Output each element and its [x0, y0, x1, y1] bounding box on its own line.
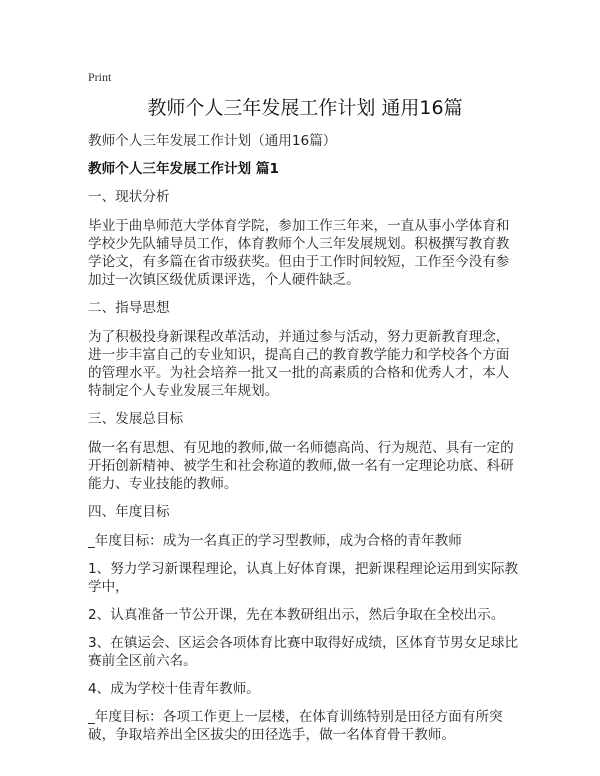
article-heading: 教师个人三年发展工作计划 篇1: [88, 161, 279, 177]
paragraph: 为了积极投身新课程改革活动，并通过参与活动，努力更新教育理念，进一步丰富自己的专业知识，提高自己的教育教学能力和学校各个方面的管理水平。为社会培养一批又一批的高素质的合格和优秀人才，本人特制定个人专业发展三年规划。: [88, 329, 510, 399]
paragraph: 3、在镇运会、区运会各项体育比赛中取得好成绩，区体育节男女足球比赛前全区前六名。: [88, 635, 519, 669]
page-title: 教师个人三年发展工作计划 通用16篇: [147, 97, 463, 119]
paragraph: 做一名有思想、有见地的教师,做一名师德高尚、行为规范、具有一定的开拓创新精神、被学生和社会称道的教师,做一名有一定理论功底、科研能力、专业技能的教师。: [88, 440, 514, 492]
section-heading: 三、发展总目标: [88, 411, 184, 427]
paragraph: 4、成为学校十佳青年教师。: [88, 681, 260, 697]
paragraph: 毕业于曲阜师范大学体育学院，参加工作三年来，一直从事小学体育和学校少先队辅导员工作，体育教师个人三年发展规划。积极撰写教育教学论文，有多篇在省市级获奖。但由于工作时间较短，工作至今没有参加过一次镇区级优质课评选，个人硬件缺乏。: [88, 218, 510, 288]
article-body: [88, 188, 522, 744]
paragraph: 2、认真准备一节公开课，先在本教研组出示，然后争取在全校出示。: [88, 607, 505, 623]
section-heading: 二、指导思想: [88, 300, 170, 316]
document-subtitle: 教师个人三年发展工作计划（通用16篇）: [88, 133, 337, 149]
document-page: [88, 70, 522, 754]
paragraph: 1、努力学习新课程理论，认真上好体育课，把新课程理论运用到实际教学中，: [88, 561, 519, 595]
section-heading: 一、现状分析: [88, 189, 170, 205]
print-link[interactable]: Print: [88, 70, 112, 84]
paragraph: _年度目标：成为一名真正的学习型教师，成为合格的青年教师: [88, 533, 462, 549]
paragraph: _年度目标：各项工作更上一层楼，在体育训练特别是田径方面有所突破，争取培养出全区拔尖的田径选手，做一名体育骨干教师。: [88, 709, 503, 743]
section-heading: 四、年度目标: [88, 504, 170, 520]
